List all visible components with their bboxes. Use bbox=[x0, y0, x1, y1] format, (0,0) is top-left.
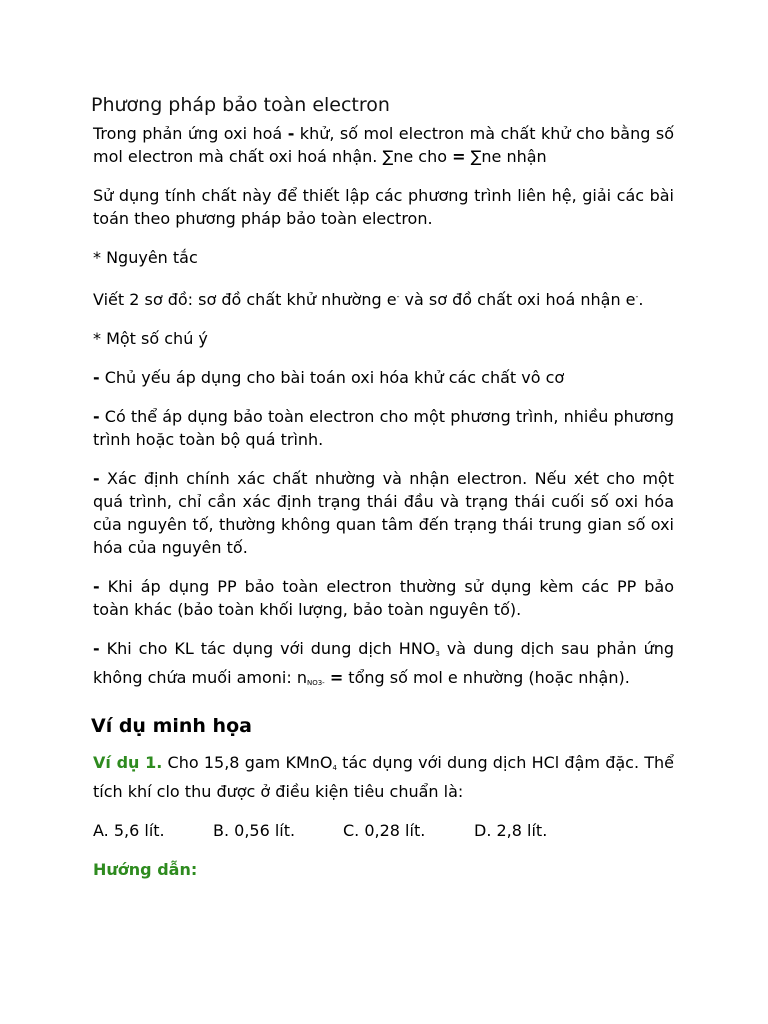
example-heading: Ví dụ minh họa bbox=[91, 715, 252, 737]
note-item: - Xác định chính xác chất nhường và nhận electron. Nếu xét cho một quá trình, chỉ cần xác định trạng thái đầu và trạng thái cuối số oxi hóa của nguyên tố, thường không quan tâm đến trạng thái trung gian số oxi hóa của nguyên tố. bbox=[93, 469, 674, 557]
answer-c: C. 0,28 lít. bbox=[343, 821, 426, 840]
page-title: Phương pháp bảo toàn electron bbox=[91, 94, 390, 116]
document-page bbox=[93, 92, 674, 897]
note-item: - Có thể áp dụng bảo toàn electron cho một phương trình, nhiều phương trình hoặc toàn bộ quá trình. bbox=[93, 407, 675, 449]
answer-b: B. 0,56 lít. bbox=[213, 821, 296, 840]
answer-a: A. 5,6 lít. bbox=[93, 821, 165, 840]
note-item: - Khi cho KL tác dụng với dung dịch $HNO_3$ và dung dịch sau phản ứng không chứa muối amoni: $n_{NO3-}$ = tổng số mol e nhường (hoặc nhận). bbox=[93, 639, 675, 687]
answer-options bbox=[93, 819, 674, 842]
example-question: Ví dụ 1. Cho 15,8 gam KMnO$_4$ tác dụng với dung dịch HCl đậm đặc. Thể tích khí clo thu được ở điều kiện tiêu chuẩn là: bbox=[93, 753, 675, 801]
section-principle: * Nguyên tắc bbox=[93, 248, 198, 267]
guide-heading: Hướng dẫn: bbox=[93, 860, 198, 879]
paragraph-definition: Trong phản ứng oxi hoá - khử, số mol electron mà chất khử cho bằng số mol electron mà chất oxi hoá nhận. ∑ne cho = ∑ne nhận bbox=[93, 124, 675, 166]
paragraph-principle: Viết 2 sơ đồ: sơ đồ chất khử nhường e- và sơ đồ chất oxi hoá nhận e-. bbox=[93, 290, 644, 309]
section-notes: * Một số chú ý bbox=[93, 329, 208, 348]
answer-d: D. 2,8 lít. bbox=[474, 821, 548, 840]
note-item: - Chủ yếu áp dụng cho bài toán oxi hóa khử các chất vô cơ bbox=[93, 368, 565, 387]
paragraph-usage: Sử dụng tính chất này để thiết lập các phương trình liên hệ, giải các bài toán theo phương pháp bảo toàn electron. bbox=[93, 186, 674, 228]
note-item: - Khi áp dụng PP bảo toàn electron thường sử dụng kèm các PP bảo toàn khác (bảo toàn khối lượng, bảo toàn nguyên tố). bbox=[93, 577, 674, 619]
